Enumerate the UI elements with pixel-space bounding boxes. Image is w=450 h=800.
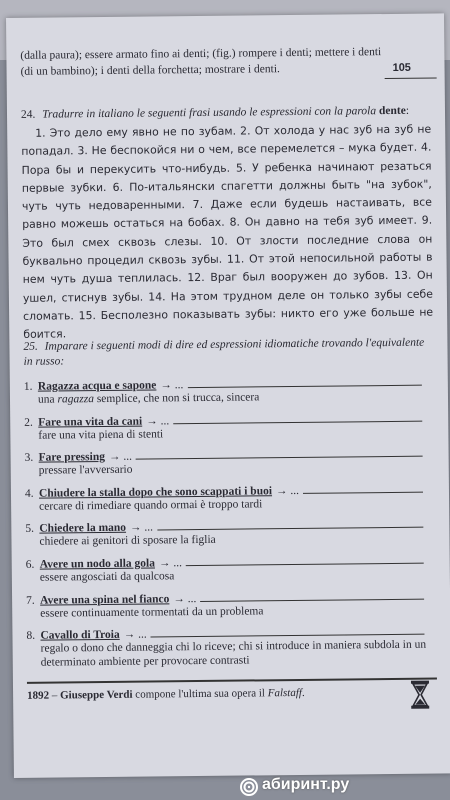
header-rule: [385, 77, 437, 79]
idiom-phrase: Chiudere la stalla dopo che sono scappati i buoi: [38, 485, 273, 500]
idiom-item: [26, 549, 436, 589]
idiom-phrase: Avere una spina nel fianco: [40, 592, 170, 607]
exercise-number: 24.: [20, 108, 36, 121]
footer-dash: –: [49, 689, 61, 702]
answer-blank[interactable]: [173, 410, 422, 424]
idiom-item: [26, 621, 436, 669]
page-number: 105: [392, 61, 411, 74]
item-number: 8.: [26, 629, 36, 642]
item-number: 2.: [24, 416, 33, 429]
gloss-text: una: [37, 393, 58, 406]
item-number: 7.: [26, 594, 35, 607]
idiom-phrase: Ragazza acqua e sapone: [37, 379, 157, 393]
idiom-phrase: Chiedere la mano: [39, 522, 127, 536]
arrow-marker: → ...: [275, 484, 300, 497]
idiom-explanation: cercare di rimediare quando ormai è troppo tardi: [39, 498, 263, 513]
exercise-24: [21, 104, 433, 345]
exercise-24-heading: [21, 104, 431, 123]
item-number: 3.: [24, 451, 34, 465]
idiom-item: [26, 585, 436, 625]
gloss-italic: ragazza: [57, 393, 94, 406]
idiom-item: [25, 478, 435, 518]
idiom-item: [25, 514, 435, 554]
continued-text: (dalla paura); essere armato fino ai denti; (fig.) rompere i denti; mettere i denti (di un bambino); i denti della forchetta; mostrare i denti.: [20, 46, 382, 78]
book-page: [6, 13, 450, 778]
footer-opera: Falstaff: [267, 686, 302, 700]
russian-sentences: 1. Это дело ему явно не по зубам. 2. От холода у нас зуб на зуб не попадал. 3. Не беспокойся ни о чем, все перемелется – мука будет. 4. Пора бы и перекусить что-нибудь. 5. У ребенка начинают резаться первые зубки. 6. По-итальянски спагетти должны быть "на зубок", чуть чуть недоваренными. 7. Даже если будешь настаивать, все равно можешь остаться на бобах. 8. Он давно на тебя зуб имеет. 9. Это был смех сквозь слезы. 10. От злости последние слова он буквально процедил сквозь зубы. 11. От этой непосильной работы в нем чуть душа теплилась. 12. Враг был вооружен до зубов. 13. Он ушел, стиснув зубы. 14. На этом трудном деле он только зубы себе сломать. 15. Бесполезно показывать зубы: никто его уже больше не боится.: [21, 122, 434, 342]
answer-blank[interactable]: [186, 553, 424, 566]
answer-blank[interactable]: [187, 375, 422, 388]
watermark-text: абиринт.ру: [262, 776, 350, 793]
footer-composer: Giuseppe Verdi: [60, 688, 133, 702]
answer-blank[interactable]: [136, 446, 423, 460]
arrow-marker: → ...: [160, 379, 184, 392]
item-number: 4.: [24, 487, 34, 500]
item-number: 6.: [25, 558, 35, 571]
arrow-marker: → ...: [129, 521, 154, 535]
idiom-explanation: chiedere ai genitori di sposare la figlia: [39, 534, 216, 549]
idiom-phrase: Avere un nodo alla gola: [39, 557, 156, 571]
answer-blank[interactable]: [303, 481, 423, 493]
idiom-explanation: essere angosciati da qualcosa: [39, 570, 175, 584]
arrow-marker: → ...: [123, 628, 147, 641]
exercise-instruction: Tradurre in italiano le seguenti frasi usando le espressioni con la parola: [42, 105, 377, 121]
exercise-number: 25.: [23, 340, 38, 353]
gloss-text: semplice, che non si trucca, sincera: [93, 391, 260, 406]
footer-text: compone l'ultima sua opera il: [132, 687, 268, 701]
idiom-explanation: essere continuamente tormentati da un problema: [40, 604, 264, 620]
item-number: 1.: [23, 380, 33, 393]
exercise-instruction: Imparare i seguenti modi di dire ed espressioni idiomatiche trovando l'equivalente in russo:: [23, 336, 425, 368]
exercise-keyword: dente: [378, 104, 406, 118]
footer-fact: [27, 686, 407, 702]
answer-blank[interactable]: [151, 624, 425, 638]
footer-year: 1892: [27, 689, 50, 702]
footer-end: .: [301, 686, 305, 699]
idiom-item: [24, 372, 434, 412]
arrow-marker: → ...: [158, 557, 183, 570]
answer-blank[interactable]: [200, 588, 424, 601]
footer-rule: [27, 678, 437, 684]
labyrinth-logo-icon: [240, 778, 258, 796]
idiom-explanation: fare una vita piena di stenti: [38, 427, 164, 442]
idiom-list: [23, 372, 437, 669]
answer-blank[interactable]: [157, 517, 423, 531]
item-number: 5.: [25, 523, 35, 536]
hourglass-icon: [409, 680, 431, 710]
keyword-colon: :: [405, 104, 410, 117]
idiom-phrase: Fare pressing: [38, 451, 106, 464]
idiom-explanation: regalo o dono che danneggia chi lo riceve; chi si introduce in maniera subdola in un determinato ambiente per provocare contrasti: [40, 638, 427, 669]
idiom-item: [24, 407, 434, 447]
idiom-explanation: pressare l'avversario: [38, 463, 133, 477]
idiom-item: [24, 443, 434, 483]
idiom-phrase: Fare una vita da cani: [38, 415, 143, 429]
arrow-marker: → ...: [108, 450, 133, 464]
arrow-marker: → ...: [146, 414, 170, 428]
exercise-25: [23, 336, 436, 669]
idiom-phrase: Cavallo di Troia: [40, 628, 120, 642]
arrow-marker: → ...: [173, 592, 197, 605]
idiom-explanation: [38, 389, 434, 407]
exercise-25-heading: [23, 336, 433, 370]
